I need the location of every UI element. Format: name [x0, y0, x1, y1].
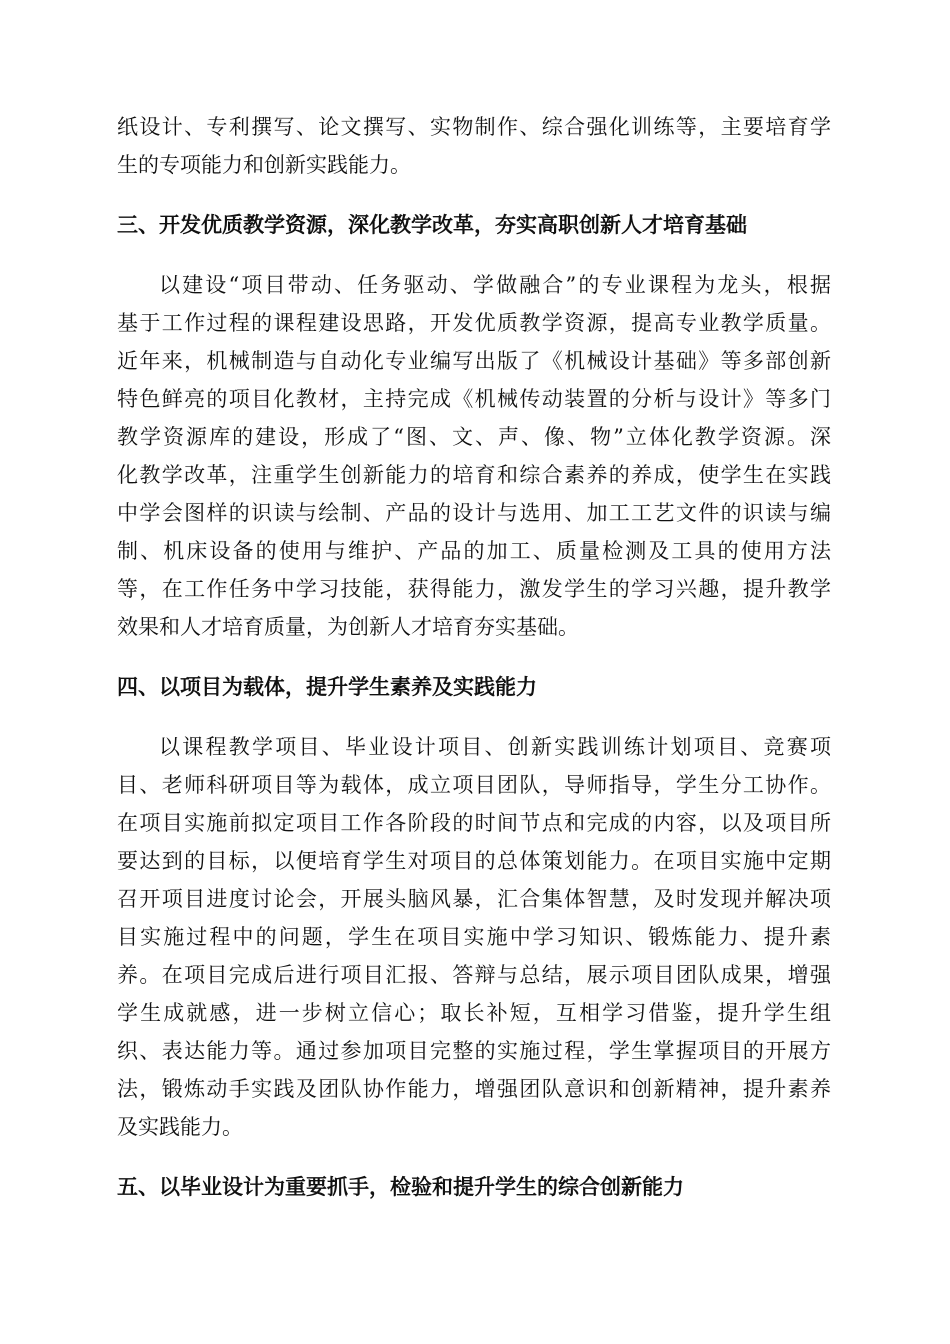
text-line: 生的专项能力和创新实践能力。 [117, 153, 411, 177]
text-line: 目实施过程中的问题，学生在项目实施中学习知识、锻炼能力、提升素 [117, 925, 831, 949]
text-line: 法，锻炼动手实践及团队协作能力，增强团队意识和创新精神，提升素养 [117, 1077, 831, 1101]
text-line: 等，在工作任务中学习技能，获得能力，激发学生的学习兴趣，提升教学 [117, 577, 831, 601]
text-line: 要达到的目标，以便培育学生对项目的总体策划能力。在项目实施中定期 [117, 849, 831, 873]
text-line: 召开项目进度讨论会，开展头脑风暴，汇合集体智慧，及时发现并解决项 [117, 887, 831, 911]
text-line: 近年来，机械制造与自动化专业编写出版了《机械设计基础》等多部创新 [117, 349, 831, 373]
text-line: 学生成就感，进一步树立信心；取长补短，互相学习借鉴，提升学生组 [117, 1001, 831, 1025]
text-line: 中学会图样的识读与绘制、产品的设计与选用、加工工艺文件的识读与编 [117, 501, 831, 525]
text-line: 以建设“项目带动、任务驱动、学做融合”的专业课程为龙头，根据 [159, 273, 831, 297]
text-line: 及实践能力。 [117, 1115, 243, 1139]
document-page [117, 108, 831, 1206]
paragraph-teaching-resources [117, 266, 831, 646]
section-heading-5: 五、以毕业设计为重要抓手，检验和提升学生的综合创新能力 [117, 1175, 684, 1199]
text-line: 纸设计、专利撰写、论文撰写、实物制作、综合强化训练等，主要培育学 [117, 115, 831, 139]
section-heading-4: 四、以项目为载体，提升学生素养及实践能力 [117, 675, 537, 699]
text-line: 化教学改革，注重学生创新能力的培育和综合素养的养成，使学生在实践 [117, 463, 831, 487]
text-line: 教学资源库的建设，形成了“图、文、声、像、物”立体化教学资源。深 [117, 425, 831, 449]
text-line: 基于工作过程的课程建设思路，开发优质教学资源，提高专业教学质量。 [117, 311, 831, 335]
text-line: 养。在项目完成后进行项目汇报、答辩与总结，展示项目团队成果，增强 [117, 963, 831, 987]
text-line: 在项目实施前拟定项目工作各阶段的时间节点和完成的内容，以及项目所 [117, 811, 831, 835]
text-line: 效果和人才培育质量，为创新人才培育夯实基础。 [117, 615, 579, 639]
paragraph-continued [117, 108, 831, 184]
text-line: 特色鲜亮的项目化教材，主持完成《机械传动装置的分析与设计》等多门 [117, 387, 831, 411]
section-heading-3: 三、开发优质教学资源，深化教学改革，夯实高职创新人才培育基础 [117, 213, 747, 237]
text-line: 目、老师科研项目等为载体，成立项目团队，导师指导，学生分工协作。 [117, 773, 831, 797]
paragraph-project-carrier [117, 728, 831, 1146]
text-line: 制、机床设备的使用与维护、产品的加工、质量检测及工具的使用方法 [117, 539, 831, 563]
text-line: 以课程教学项目、毕业设计项目、创新实践训练计划项目、竞赛项 [159, 735, 831, 759]
text-line: 织、表达能力等。通过参加项目完整的实施过程，学生掌握项目的开展方 [117, 1039, 831, 1063]
